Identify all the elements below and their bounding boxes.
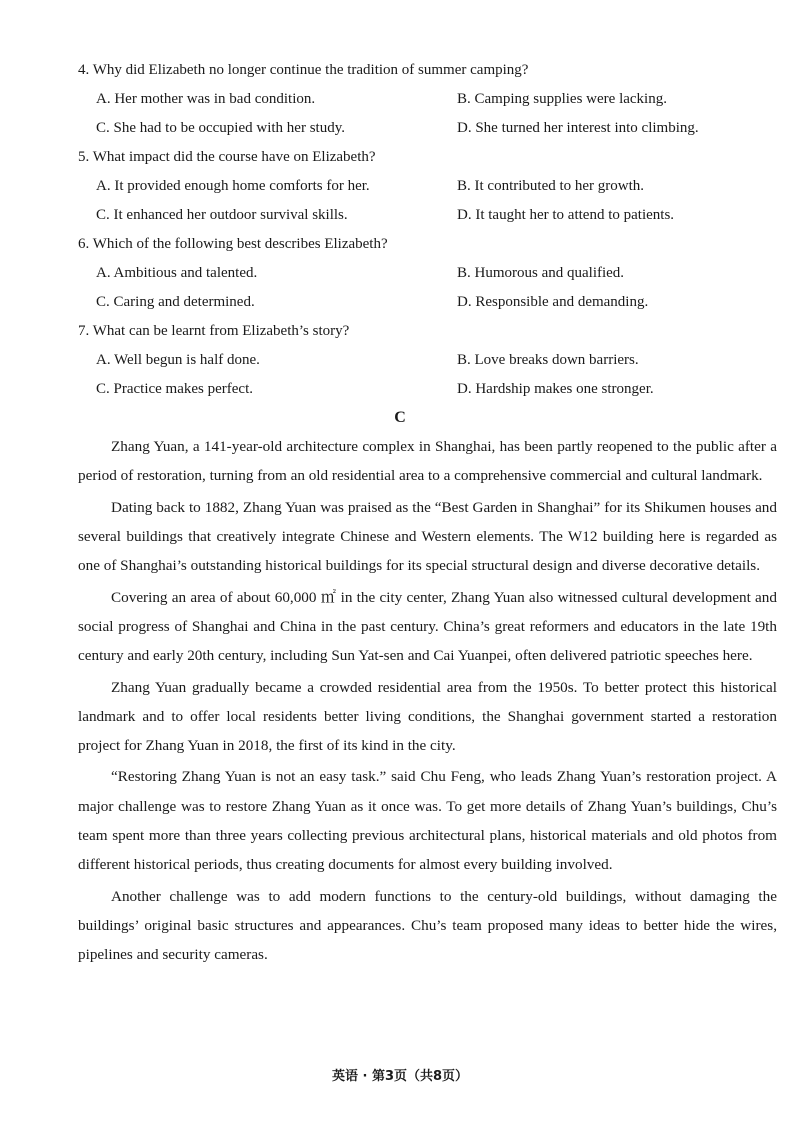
question-7-option-c: C. Practice makes perfect.: [96, 381, 254, 397]
question-7-option-b: B. Love breaks down barriers.: [457, 352, 639, 368]
question-7-option-a: A. Well begun is half done.: [96, 352, 260, 368]
passage-paragraph-5: “Restoring Zhang Yuan is not an easy task.” said Chu Feng, who leads Zhang Yuan’s restoration project. A major challenge was to restore Zhang Yuan as it once was. To get more details of Zhang Yuan’s buildings, Chu’s team spent more than three years collecting previous architectural plans, historical materials and old photos from different historical periods, thus creating documents for almost every building involved.: [78, 768, 777, 874]
question-6-stem: 6. Which of the following best describes Elizabeth?: [78, 236, 388, 252]
page-footer: 英语 · 第3页（共8页）: [331, 1069, 469, 1084]
question-4-option-d: D. She turned her interest into climbing.: [457, 120, 699, 136]
question-5-option-a: A. It provided enough home comforts for her.: [96, 178, 370, 194]
passage-paragraph-2: Dating back to 1882, Zhang Yuan was praised as the “Best Garden in Shanghai” for its Shikumen houses and several buildings that creatively integrate Chinese and Western elements. The W12 building here is regarded as one of Shanghai’s outstanding historical buildings for its special structural design and diverse decorative details.: [78, 498, 777, 575]
section-title: C: [394, 409, 406, 426]
question-5-stem: 5. What impact did the course have on Elizabeth?: [78, 149, 376, 165]
passage-paragraph-4: Zhang Yuan gradually became a crowded residential area from the 1950s. To better protect this historical landmark and to offer local residents better living conditions, the Shanghai government started a restoration project for Zhang Yuan in 2018, the first of its kind in the city.: [78, 678, 777, 754]
question-7-option-d: D. Hardship makes one stronger.: [457, 381, 654, 397]
question-4-option-b: B. Camping supplies were lacking.: [457, 91, 667, 107]
question-4-stem: 4. Why did Elizabeth no longer continue the tradition of summer camping?: [78, 62, 529, 78]
question-4-option-a: A. Her mother was in bad condition.: [96, 91, 316, 107]
question-4-option-c: C. She had to be occupied with her study.: [96, 120, 345, 136]
question-6-option-d: D. Responsible and demanding.: [457, 294, 649, 310]
question-7-stem: 7. What can be learnt from Elizabeth’s story?: [78, 323, 350, 339]
passage-paragraph-3: Covering an area of about 60,000 ㎡ in the city center, Zhang Yuan also witnessed cultural development and social progress of Shanghai and China in the past century. China’s great reformers and educators in the late 19th century and early 20th century, including Sun Yat-sen and Cai Yuanpei, often delivered patriotic speeches here.: [78, 588, 777, 665]
question-6-option-b: B. Humorous and qualified.: [457, 265, 625, 281]
question-6-option-a: A. Ambitious and talented.: [96, 265, 258, 281]
passage-paragraph-6: Another challenge was to add modern functions to the century-old buildings, without damaging the buildings’ original basic structures and appearances. Chu’s team proposed many ideas to better hide the wires, pipelines and security cameras.: [78, 887, 777, 963]
question-5-option-b: B. It contributed to her growth.: [457, 178, 645, 194]
question-5-option-d: D. It taught her to attend to patients.: [457, 207, 675, 223]
passage-paragraph-1: Zhang Yuan, a 141-year-old architecture complex in Shanghai, has been partly reopened to the public after a period of restoration, turning from an old residential area to a comprehensive commercial and cultural landmark.: [78, 438, 777, 485]
question-6-option-c: C. Caring and determined.: [96, 294, 255, 310]
question-5-option-c: C. It enhanced her outdoor survival skills.: [96, 207, 348, 223]
passage: [78, 432, 777, 971]
